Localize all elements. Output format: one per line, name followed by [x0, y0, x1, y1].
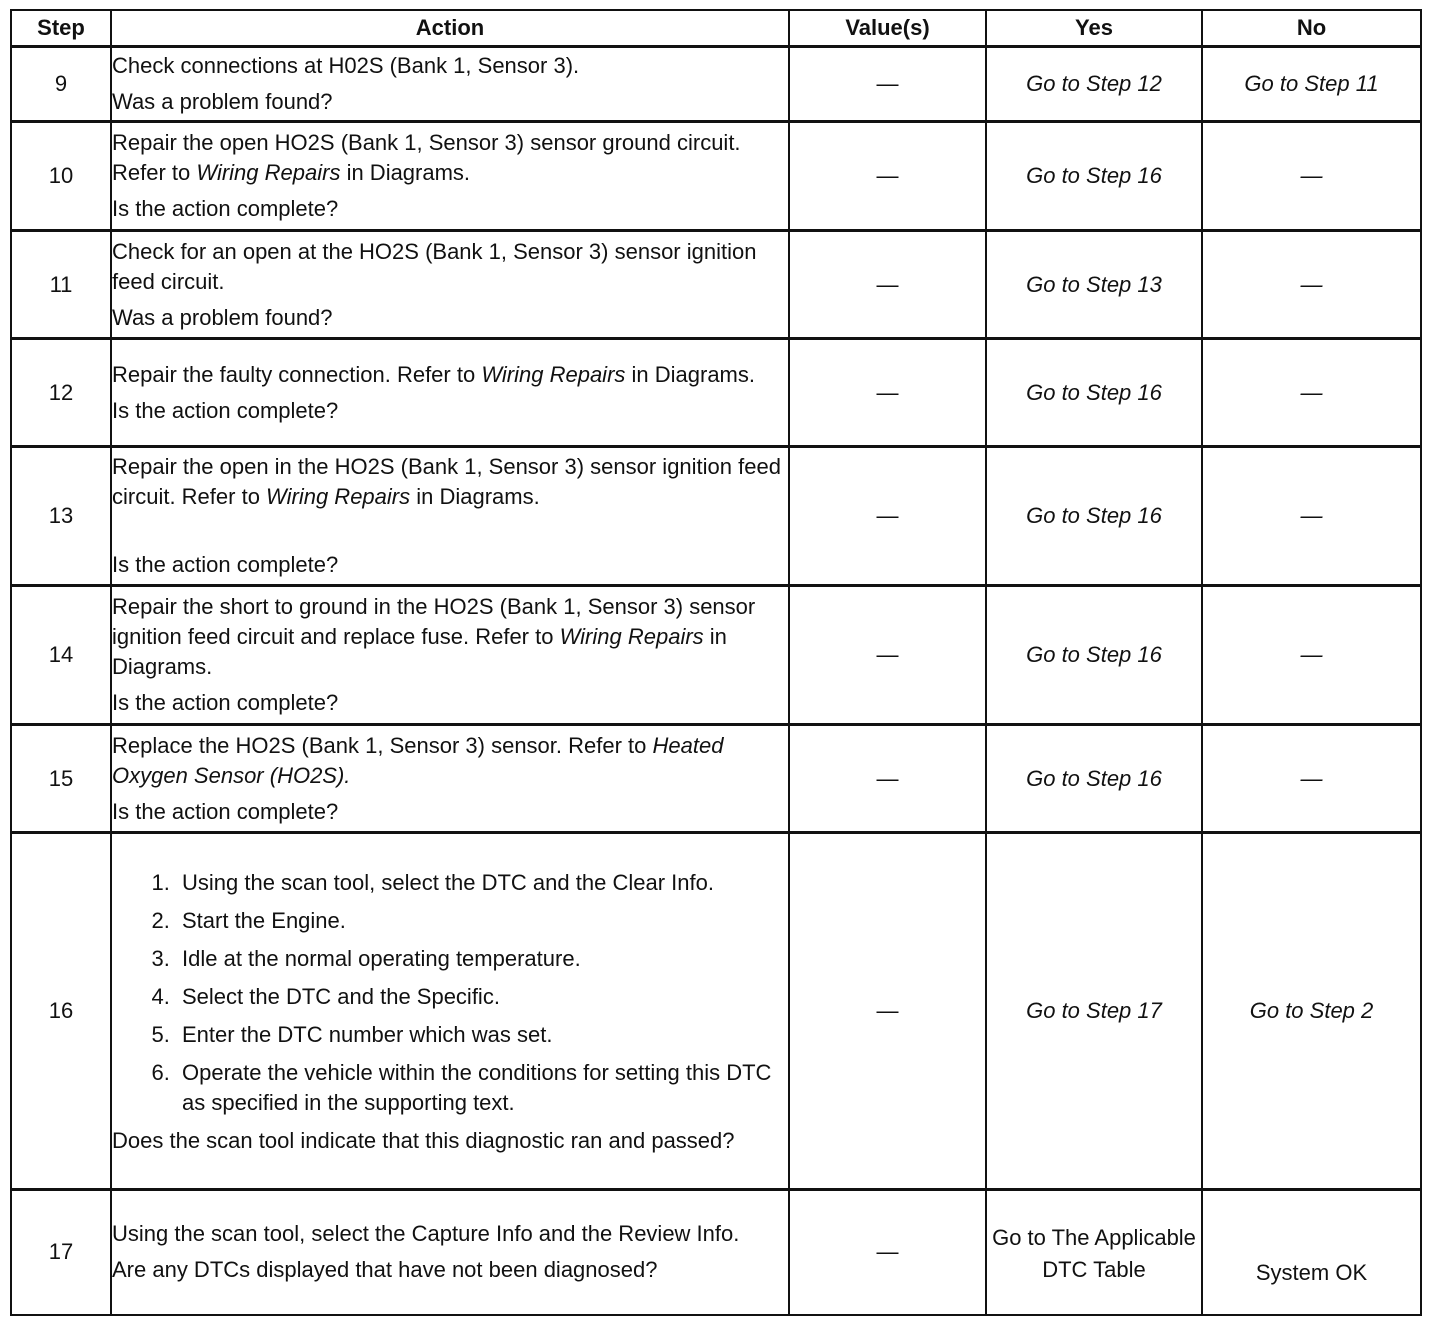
step-number: 13	[11, 447, 111, 586]
action-cell	[111, 586, 789, 725]
no-cell: Go to Step 11	[1202, 47, 1421, 122]
value-cell: —	[789, 1190, 986, 1315]
table-row	[11, 725, 1421, 833]
procedure-step: 5. Enter the DTC number which was set.	[176, 1020, 788, 1050]
action-question: Is the action complete?	[112, 798, 339, 824]
header-values: Value(s)	[789, 10, 986, 47]
action-text: Using the scan tool, select the Capture Info and the Review Info.	[112, 1221, 740, 1247]
procedure-step: 2. Start the Engine.	[176, 906, 788, 936]
no-cell: —	[1202, 231, 1421, 339]
step-number: 17	[11, 1190, 111, 1315]
step-number: 9	[11, 47, 111, 122]
value-cell: —	[789, 47, 986, 122]
action-cell	[111, 447, 789, 586]
action-question: Was a problem found?	[112, 304, 333, 330]
value-cell: —	[789, 339, 986, 447]
ho2s-reference: Heated Oxygen Sensor (HO2S).	[112, 732, 724, 788]
value-cell: —	[789, 122, 986, 231]
header-row	[11, 10, 1421, 47]
action-text: Repair the open HO2S (Bank 1, Sensor 3) sensor ground circuit. Refer to Wiring Repairs in Diagrams.	[112, 130, 741, 185]
action-cell	[111, 47, 789, 122]
step-number: 14	[11, 586, 111, 725]
wiring-repairs-reference: Wiring Repairs	[266, 484, 411, 509]
yes-cell: Go to Step 12	[986, 47, 1202, 122]
table-row	[11, 1190, 1421, 1315]
table-row	[11, 231, 1421, 339]
table-row	[11, 586, 1421, 725]
action-text: Repair the short to ground in the HO2S (Bank 1, Sensor 3) sensor ignition feed circuit and replace fuse. Refer to Wiring Repairs in Diagrams.	[112, 594, 756, 679]
action-text: Check for an open at the HO2S (Bank 1, Sensor 3) sensor ignition feed circuit.	[112, 238, 757, 294]
procedure-step: 1. Using the scan tool, select the DTC and the Clear Info.	[176, 868, 788, 898]
table-row	[11, 833, 1421, 1190]
value-cell: —	[789, 833, 986, 1190]
action-cell	[111, 231, 789, 339]
action-question: Is the action complete?	[112, 196, 339, 221]
step-number: 16	[11, 833, 111, 1190]
header-step: Step	[11, 10, 111, 47]
action-question: Does the scan tool indicate that this diagnostic ran and passed?	[112, 1128, 735, 1153]
yes-cell: Go to Step 17	[986, 833, 1202, 1190]
value-cell: —	[789, 725, 986, 833]
yes-cell: Go to Step 16	[986, 339, 1202, 447]
yes-cell: Go to Step 16	[986, 122, 1202, 231]
no-cell: —	[1202, 122, 1421, 231]
yes-cell: Go to The Applicable DTC Table	[986, 1190, 1202, 1315]
yes-cell: Go to Step 16	[986, 725, 1202, 833]
header-yes: Yes	[986, 10, 1202, 47]
procedure-step: 3. Idle at the normal operating temperature.	[176, 944, 788, 974]
step-number: 11	[11, 231, 111, 339]
no-cell: Go to Step 2	[1202, 833, 1421, 1190]
action-text: Check connections at H02S (Bank 1, Sensor 3).	[112, 53, 580, 78]
action-question: Was a problem found?	[112, 89, 333, 114]
action-question: Are any DTCs displayed that have not been diagnosed?	[112, 1257, 658, 1283]
action-text: Repair the open in the HO2S (Bank 1, Sensor 3) sensor ignition feed circuit. Refer to Wiring Repairs in Diagrams.	[112, 454, 781, 509]
procedure-step: 4. Select the DTC and the Specific.	[176, 982, 788, 1012]
action-text: Replace the HO2S (Bank 1, Sensor 3) sensor. Refer to Heated Oxygen Sensor (HO2S).	[112, 732, 724, 788]
procedure-step: 6. Operate the vehicle within the conditions for setting this DTC as specified in the supporting text.	[176, 1058, 788, 1118]
no-cell: —	[1202, 725, 1421, 833]
step-number: 12	[11, 339, 111, 447]
value-cell: —	[789, 447, 986, 586]
action-cell	[111, 833, 789, 1190]
header-no: No	[1202, 10, 1421, 47]
procedure-list	[112, 868, 788, 1118]
value-cell: —	[789, 231, 986, 339]
no-cell: —	[1202, 586, 1421, 725]
action-question: Is the action complete?	[112, 397, 339, 423]
action-cell	[111, 725, 789, 833]
yes-cell: Go to Step 16	[986, 586, 1202, 725]
wiring-repairs-reference: Wiring Repairs	[481, 361, 626, 387]
yes-cell: Go to Step 13	[986, 231, 1202, 339]
action-text: Repair the faulty connection. Refer to Wiring Repairs in Diagrams.	[112, 361, 755, 387]
action-question: Is the action complete?	[112, 552, 339, 577]
step-number: 15	[11, 725, 111, 833]
diagnostic-table	[10, 9, 1422, 1316]
no-cell: —	[1202, 339, 1421, 447]
table-row	[11, 47, 1421, 122]
table-row	[11, 339, 1421, 447]
action-cell	[111, 339, 789, 447]
action-cell	[111, 122, 789, 231]
action-cell	[111, 1190, 789, 1315]
table-row	[11, 122, 1421, 231]
header-action: Action	[111, 10, 789, 47]
no-cell: —	[1202, 447, 1421, 586]
value-cell: —	[789, 586, 986, 725]
table-row	[11, 447, 1421, 586]
yes-cell: Go to Step 16	[986, 447, 1202, 586]
action-question: Is the action complete?	[112, 690, 339, 715]
no-cell: System OK	[1202, 1190, 1421, 1315]
wiring-repairs-reference: Wiring Repairs	[559, 624, 704, 649]
step-number: 10	[11, 122, 111, 231]
wiring-repairs-reference: Wiring Repairs	[196, 160, 341, 185]
